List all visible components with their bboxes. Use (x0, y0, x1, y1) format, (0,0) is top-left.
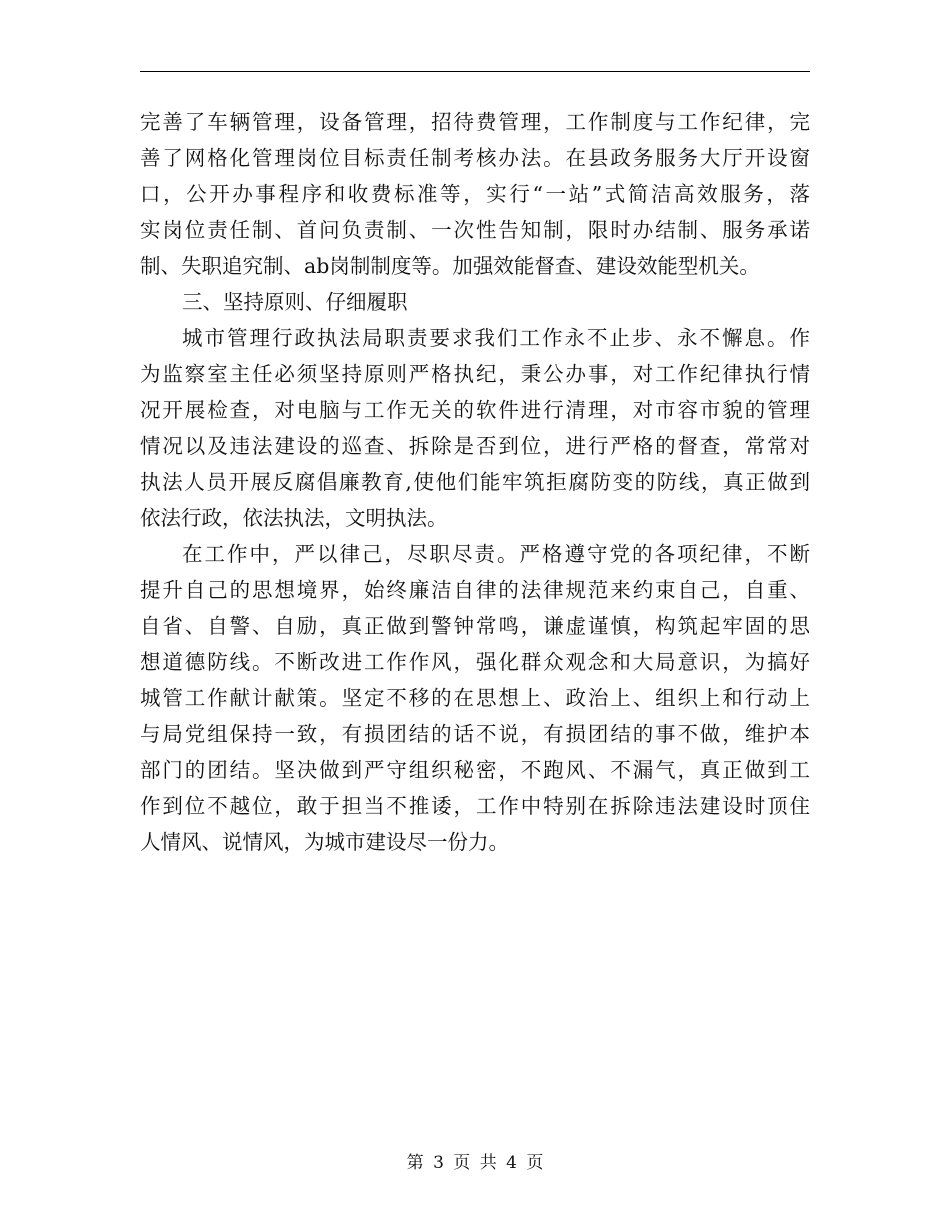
body-line: 执法人员开展反腐倡廉教育,使他们能牢筑拒腐防变的防线，真正做到 (140, 470, 810, 494)
body-line: 城管工作献计献策。坚定不移的在思想上、政治上、组织上和行动上 (140, 686, 810, 710)
body-line: 提升自己的思想境界，始终廉洁自律的法律规范来约束自己，自重、 (140, 578, 810, 602)
body-line: 在工作中，严以律己，尽职尽责。严格遵守党的各项纪律，不断 (182, 542, 810, 566)
body-line: 依法行政，依法执法，文明执法。 (140, 506, 448, 530)
body-line: 制、失职追究制、ab岗制制度等。加强效能督查、建设效能型机关。 (140, 254, 760, 278)
body-line: 实岗位责任制、首问负责制、一次性告知制，限时办结制、服务承诺 (140, 218, 810, 242)
body-line: 为监察室主任必须坚持原则严格执纪，秉公办事，对工作纪律执行情 (140, 362, 810, 386)
body-line: 城市管理行政执法局职责要求我们工作永不止步、永不懈息。作 (182, 326, 810, 350)
body-line: 与局党组保持一致，有损团结的话不说，有损团结的事不做，维护本 (140, 722, 810, 746)
page-number: 第 3 页 共 4 页 (406, 1153, 544, 1173)
body-line: 情况以及违法建设的巡查、拆除是否到位，进行严格的督查，常常对 (140, 434, 810, 458)
body-line: 善了网格化管理岗位目标责任制考核办法。在县政务服务大厅开设窗 (140, 146, 810, 170)
header-rule (140, 71, 810, 72)
body-line: 完善了车辆管理，设备管理，招待费管理，工作制度与工作纪律，完 (140, 110, 810, 134)
body-line: 自省、自警、自励，真正做到警钟常鸣，谦虚谨慎，构筑起牢固的思 (140, 614, 810, 638)
body-line: 作到位不越位，敢于担当不推诿，工作中特别在拆除违法建设时顶住 (140, 794, 810, 818)
body-line: 口，公开办事程序和收费标准等，实行“一站”式简洁高效服务，落 (140, 182, 810, 206)
body-line: 部门的团结。坚决做到严守组织秘密，不跑风、不漏气，真正做到工 (140, 758, 810, 782)
body-line: 想道德防线。不断改进工作作风，强化群众观念和大局意识，为搞好 (140, 650, 810, 674)
body-line: 况开展检查，对电脑与工作无关的软件进行清理，对市容市貌的管理 (140, 398, 810, 422)
section-heading: 三、坚持原则、仔细履职 (182, 290, 408, 314)
body-line: 人情风、说情风，为城市建设尽一份力。 (140, 830, 509, 854)
document-body (140, 104, 810, 860)
